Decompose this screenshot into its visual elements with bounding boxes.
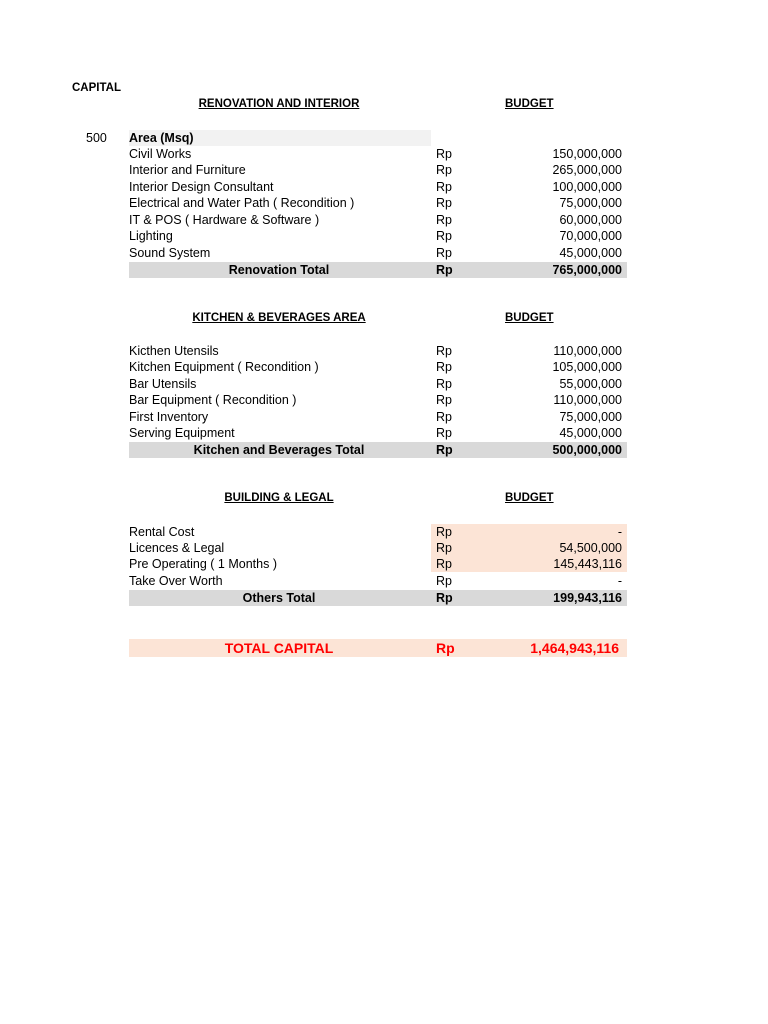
currency-label: Rp	[436, 426, 452, 440]
item-label: Kitchen Equipment ( Recondition )	[129, 360, 319, 374]
total-label: Others Total	[242, 591, 316, 605]
total-label: Renovation Total	[228, 263, 330, 277]
item-label: Interior and Furniture	[129, 163, 246, 177]
item-amount: 55,000,000	[559, 377, 622, 391]
table-row	[129, 392, 627, 408]
table-row	[129, 195, 627, 211]
total-capital-amount: 1,464,943,116	[530, 640, 619, 656]
item-amount: 45,000,000	[559, 426, 622, 440]
currency-label: Rp	[436, 377, 452, 391]
table-row	[129, 524, 627, 540]
table-row	[129, 212, 627, 228]
table-row	[129, 179, 627, 195]
item-label: Civil Works	[129, 147, 192, 161]
item-amount: 110,000,000	[553, 393, 622, 407]
item-label: Kicthen Utensils	[129, 344, 219, 358]
currency-label: Rp	[436, 163, 452, 177]
item-amount: 75,000,000	[559, 410, 622, 424]
item-label: First Inventory	[129, 410, 209, 424]
currency-label: Rp	[436, 360, 452, 374]
item-amount: 75,000,000	[559, 196, 622, 210]
table-row	[129, 556, 627, 572]
table-row	[129, 359, 627, 375]
currency-label: Rp	[436, 640, 455, 656]
item-label: Sound System	[129, 246, 211, 260]
item-label: IT & POS ( Hardware & Software )	[129, 213, 320, 227]
others-total-row	[129, 590, 627, 606]
item-amount: 70,000,000	[559, 229, 622, 243]
item-amount: 100,000,000	[552, 180, 622, 194]
area-label: Area (Msq)	[129, 131, 194, 145]
item-label: Electrical and Water Path ( Recondition )	[129, 196, 355, 210]
table-row	[129, 376, 627, 392]
item-amount: 105,000,000	[552, 360, 622, 374]
building-heading: BUILDING & LEGAL	[224, 492, 334, 504]
table-row	[129, 573, 627, 589]
page-title: CAPITAL	[72, 82, 121, 94]
area-row	[129, 130, 627, 146]
item-label: Interior Design Consultant	[129, 180, 274, 194]
kitchen-heading: KITCHEN & BEVERAGES AREA	[192, 312, 366, 324]
currency-label: Rp	[436, 393, 452, 407]
item-amount: 60,000,000	[559, 213, 622, 227]
currency-label: Rp	[436, 229, 452, 243]
item-amount: -	[617, 574, 622, 588]
currency-label: Rp	[436, 541, 452, 555]
item-amount: 265,000,000	[552, 163, 622, 177]
table-row	[129, 228, 627, 244]
currency-label: Rp	[436, 443, 453, 457]
table-row	[129, 425, 627, 441]
item-label: Rental Cost	[129, 525, 195, 539]
currency-label: Rp	[436, 574, 452, 588]
total-label: Kitchen and Beverages Total	[193, 443, 365, 457]
currency-label: Rp	[436, 263, 453, 277]
table-row	[129, 162, 627, 178]
item-amount: 150,000,000	[552, 147, 622, 161]
currency-label: Rp	[436, 196, 452, 210]
table-row	[129, 245, 627, 261]
currency-label: Rp	[436, 591, 453, 605]
item-label: Bar Equipment ( Recondition )	[129, 393, 297, 407]
total-amount: 199,943,116	[553, 591, 622, 605]
table-row	[129, 146, 627, 162]
kitchen-budget-heading: BUDGET	[505, 312, 554, 324]
item-label: Licences & Legal	[129, 541, 225, 555]
item-label: Pre Operating ( 1 Months )	[129, 557, 277, 571]
table-row	[129, 540, 627, 556]
currency-label: Rp	[436, 180, 452, 194]
total-amount: 500,000,000	[552, 443, 622, 457]
kitchen-total-row	[129, 442, 627, 458]
building-budget-heading: BUDGET	[505, 492, 554, 504]
currency-label: Rp	[436, 525, 452, 539]
currency-label: Rp	[436, 410, 452, 424]
area-value: 500	[86, 131, 107, 145]
currency-label: Rp	[436, 557, 452, 571]
item-amount: 45,000,000	[559, 246, 622, 260]
currency-label: Rp	[436, 344, 452, 358]
table-row	[129, 343, 627, 359]
currency-label: Rp	[436, 213, 452, 227]
item-amount: 110,000,000	[553, 344, 622, 358]
item-amount: 145,443,116	[553, 557, 622, 571]
renovation-heading: RENOVATION AND INTERIOR	[198, 98, 360, 110]
total-amount: 765,000,000	[552, 263, 622, 277]
table-row	[129, 409, 627, 425]
item-amount: 54,500,000	[559, 541, 622, 555]
total-capital-label: TOTAL CAPITAL	[224, 640, 334, 656]
item-label: Bar Utensils	[129, 377, 197, 391]
renovation-budget-heading: BUDGET	[505, 98, 554, 110]
item-label: Lighting	[129, 229, 173, 243]
item-label: Take Over Worth	[129, 574, 223, 588]
total-capital-row	[129, 639, 627, 657]
item-amount: -	[617, 525, 622, 539]
currency-label: Rp	[436, 246, 452, 260]
renovation-total-row	[129, 262, 627, 278]
item-label: Serving Equipment	[129, 426, 235, 440]
currency-label: Rp	[436, 147, 452, 161]
